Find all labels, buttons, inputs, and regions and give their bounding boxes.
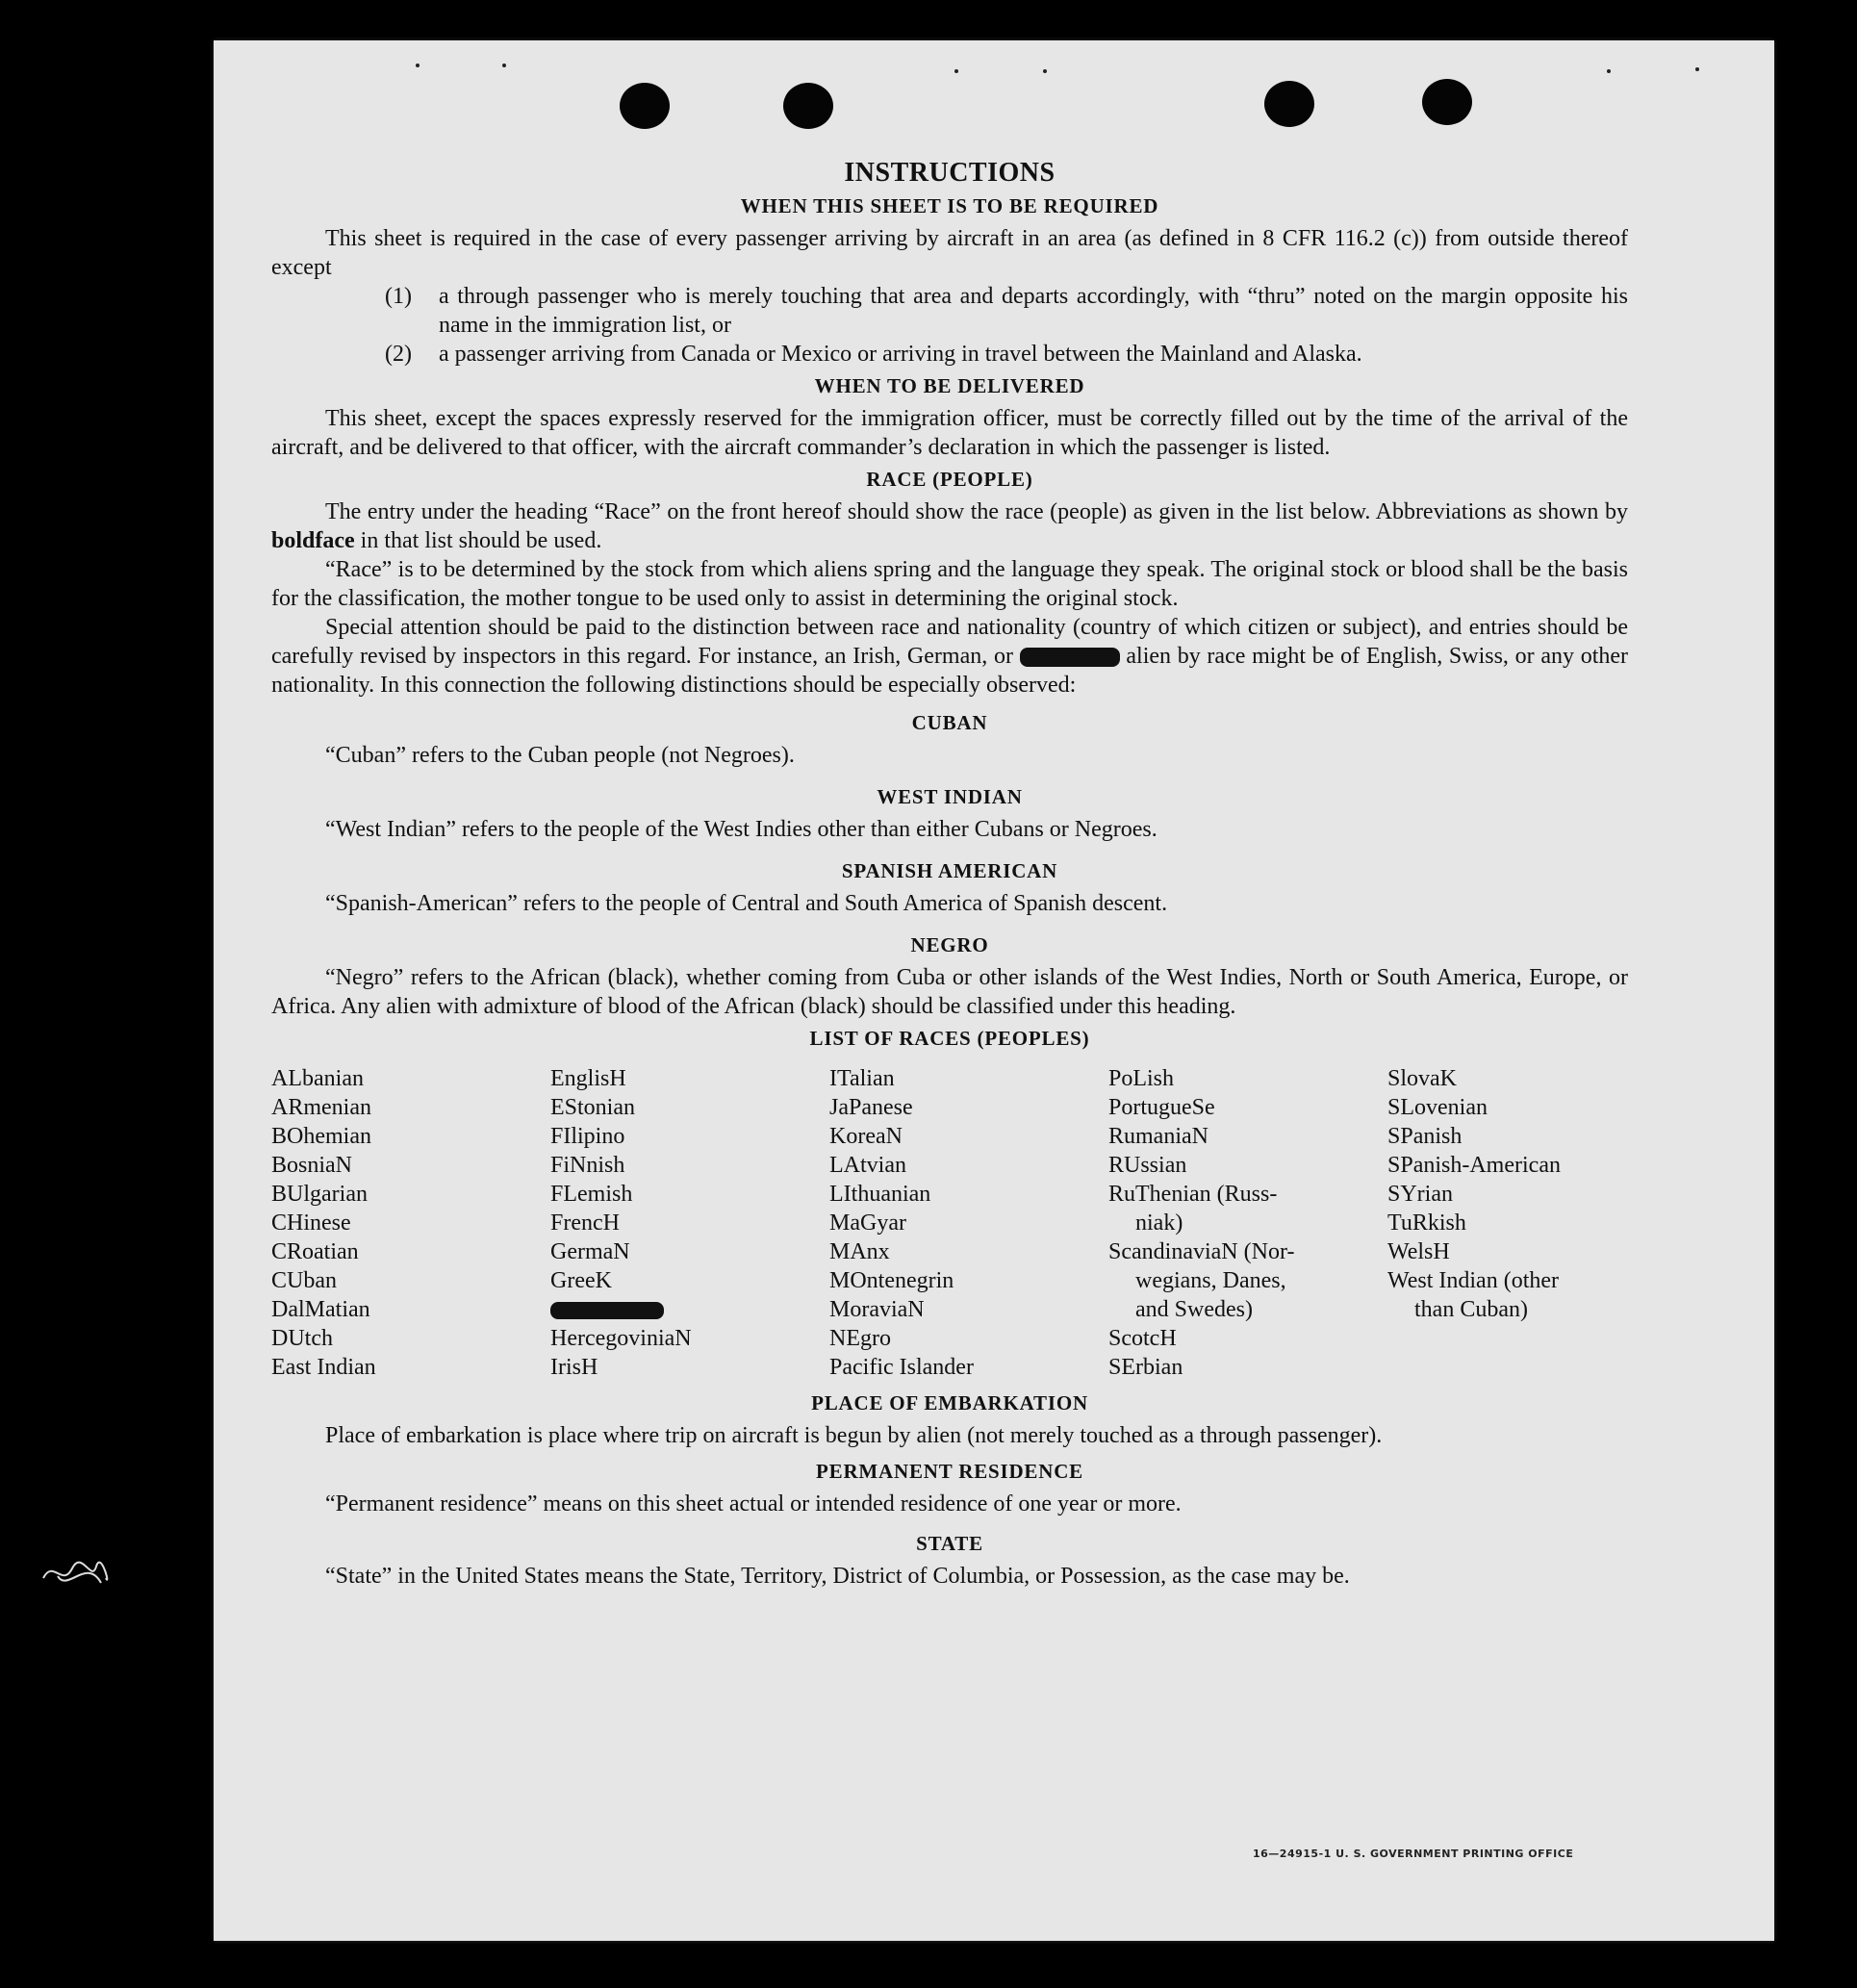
redaction-mark xyxy=(1020,648,1120,667)
section-heading: WHEN THIS SHEET IS TO BE REQUIRED xyxy=(740,194,1159,217)
instructions-body xyxy=(271,158,1628,1591)
speck xyxy=(502,64,506,67)
race-paragraph-3: Special attention should be paid to the distinction between race and nationality (country of which citizen or subject), and entries should be carefully revised by inspectors in this regard. For instance, an Irish, German, or alien by race might be of English, Swiss, or any other nationality. In this connection the following distinctions should be especially observed: xyxy=(271,615,1629,698)
redacted-entry xyxy=(550,1295,829,1324)
punch-hole xyxy=(620,83,670,129)
punch-hole xyxy=(1422,79,1472,125)
scribble-mark xyxy=(38,1549,115,1597)
race-list xyxy=(271,1064,1628,1382)
speck xyxy=(1043,69,1047,73)
embarkation-text: Place of embarkation is place where trip on aircraft is begun by alien (not merely touched as a through passenger). xyxy=(325,1423,1383,1448)
delivered-text: This sheet, except the spaces expressly reserved for the immigration officer, must be correctly filled out by the time of the arrival of the aircraft, and be delivered to that officer, with the aircraft commander’s declaration in which the passenger is listed. xyxy=(271,406,1628,460)
list-item: (2) a passenger arriving from Canada or Mexico or arriving in travel between the Mainland and Alaska. xyxy=(385,342,1362,367)
race-paragraph-2: “Race” is to be determined by the stock from which aliens spring and the language they speak. The original stock or blood shall be the basis for the classification, the mother tongue to be used only to assist in determining the original stock. xyxy=(271,557,1628,611)
section-heading: STATE xyxy=(916,1532,983,1555)
page-title: INSTRUCTIONS xyxy=(844,158,1056,188)
list-item: (1) a through passenger who is merely touching that area and departs accordingly, with “thru” noted on the margin opposite his name in the immigration list, or xyxy=(385,284,1628,338)
negro-text: “Negro” refers to the African (black), whether coming from Cuba or other islands of the West Indies, North or South America, Europe, or Africa. Any alien with admixture of blood of the African (black) should be classified under this heading. xyxy=(271,965,1628,1019)
section-heading: PERMANENT RESIDENCE xyxy=(816,1460,1083,1483)
section-heading: SPANISH AMERICAN xyxy=(841,859,1058,882)
section-heading: CUBAN xyxy=(911,711,988,734)
race-column: PoLish PortugueSe RumaniaN RUssian RuThenian (Russ- niak) ScandinaviaN (Nor- wegians, Danes, and Swedes) ScotcH SErbian xyxy=(1108,1066,1295,1380)
section-heading: LIST OF RACES (PEOPLES) xyxy=(809,1027,1090,1050)
printing-office-footer: 16—24915-1 U. S. GOVERNMENT PRINTING OFFICE xyxy=(1253,1848,1574,1860)
spanish-american-text: “Spanish-American” refers to the people of Central and South America of Spanish descent. xyxy=(325,891,1168,916)
race-column: ALbanian ARmenian BOhemian BosniaN BUlgarian CHinese CRoatian CUban DalMatian DUtch East Indian xyxy=(271,1066,376,1380)
speck xyxy=(954,69,958,73)
speck xyxy=(1695,67,1699,71)
cuban-text: “Cuban” refers to the Cuban people (not Negroes). xyxy=(325,743,795,768)
race-column: SlovaK SLovenian SPanish SPanish-American SYrian TuRkish WelsH West Indian (other than Cuban) xyxy=(1387,1066,1561,1322)
document-page xyxy=(214,40,1774,1941)
race-column: ITalian JaPanese KoreaN LAtvian LIthuanian MaGyar MAnx MOntenegrin MoraviaN NEgro Pacific Islander xyxy=(829,1066,974,1380)
section-heading: NEGRO xyxy=(910,933,989,956)
punch-hole xyxy=(1264,81,1314,127)
state-text: “State” in the United States means the State, Territory, District of Columbia, or Possession, as the case may be. xyxy=(325,1564,1350,1589)
section-heading: RACE (PEOPLE) xyxy=(866,468,1033,491)
section-heading: WHEN TO BE DELIVERED xyxy=(814,374,1085,397)
section-heading: WEST INDIAN xyxy=(877,785,1023,808)
required-intro: This sheet is required in the case of every passenger arriving by aircraft in an area (as defined in 8 CFR 116.2 (c)) from outside thereof except xyxy=(271,226,1628,280)
exceptions-list xyxy=(385,282,1628,369)
punch-hole xyxy=(783,83,833,129)
residence-text: “Permanent residence” means on this sheet actual or intended residence of one year or more. xyxy=(325,1491,1182,1516)
speck xyxy=(1607,69,1611,73)
race-paragraph-1: The entry under the heading “Race” on the front hereof should show the race (people) as given in the list below. Abbreviations as shown by boldface in that list should be used. xyxy=(271,499,1628,553)
section-heading: PLACE OF EMBARKATION xyxy=(811,1391,1088,1415)
west-indian-text: “West Indian” refers to the people of the West Indies other than either Cubans or Negroes. xyxy=(325,817,1157,842)
race-column: EnglisH EStonian FIlipino FiNnish FLemish FrencH GermaN GreeK HercegoviniaN IrisH xyxy=(550,1064,829,1382)
speck xyxy=(416,64,420,67)
